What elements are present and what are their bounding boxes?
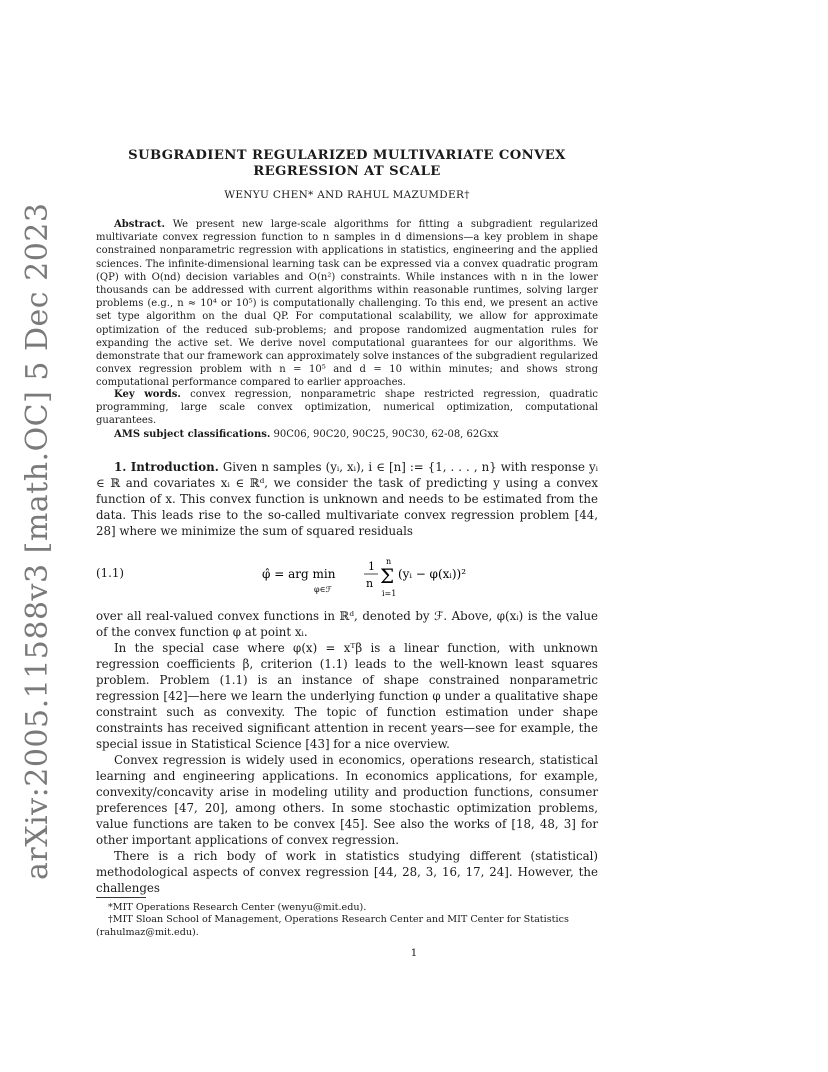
arxiv-stamp: arXiv:2005.11588v3 [math.OC] 5 Dec 2023 [20, 202, 55, 880]
body-paragraph-3: Convex regression is widely used in economics, operations research, statistical learning and engineering applications. In economics applications, for example, convexity/concavity arise in modeling utility and production functions, consumer preferences [47, 20], among others. In some stochastic optimization problems, value functions are taken to be convex [45]. See also the works of [18, 48, 3] for other important applications of convex regression. [96, 753, 598, 847]
body-text [96, 608, 598, 896]
footnote-1: *MIT Operations Research Center (wenyu@mit.edu). [108, 902, 367, 913]
eq-argmin-sub: φ∈ℱ [314, 585, 332, 594]
body-paragraph-1: over all real-valued convex functions in ℝᵈ, denoted by ℱ. Above, φ(xᵢ) is the value of the convex function φ at point xᵢ. [96, 609, 598, 639]
footnote-rule [96, 897, 146, 898]
body-paragraph-4: There is a rich body of work in statistics studying different (statistical) methodological aspects of convex regression [44, 28, 3, 16, 17, 24]. However, the challenges [96, 849, 598, 895]
paper-title [96, 148, 598, 180]
eq-frac-num: 1 [368, 560, 375, 573]
abstract-label: Abstract. [114, 219, 165, 230]
title-line-2: REGRESSION AT SCALE [253, 164, 441, 179]
ams-classifications [96, 428, 598, 441]
keywords-label: Key words. [114, 389, 181, 400]
eq-frac-den: n [366, 577, 374, 590]
eq-sum-top: n [386, 557, 392, 566]
equation-body [262, 556, 562, 600]
ams-text: 90C06, 90C20, 90C25, 90C30, 62-08, 62Gxx [273, 429, 499, 440]
footnote-2-text: †MIT Sloan School of Management, Operations Research Center and MIT Center for Statistics (rahulmaz@mit.edu). [96, 914, 569, 938]
introduction-section [96, 459, 598, 539]
eq-term: (yᵢ − φ(xᵢ))² [398, 567, 466, 581]
equation-number: (1.1) [96, 566, 124, 580]
abstract [96, 218, 598, 390]
ams-label: AMS subject classifications. [114, 429, 271, 440]
eq-sigma: Σ [380, 564, 395, 588]
keywords [96, 388, 598, 428]
eq-sum-bot: i=1 [382, 589, 397, 598]
page-number: 1 [410, 947, 418, 959]
equation-1-1 [96, 556, 598, 600]
footnote-2 [96, 914, 598, 939]
intro-paragraph-1: Given n samples (yᵢ, xᵢ), i ∈ [n] := {1, . . . , n} with response yᵢ ∈ ℝ and covariates xᵢ ∈ ℝᵈ, we consider the task of predicting y using a convex function of x. This convex function is unknown and needs to be estimated from the data. This leads rise to the so-called multivariate convex regression problem [44, 28] where we minimize the sum of squared residuals [96, 460, 598, 538]
abstract-text: We present new large-scale algorithms for fitting a subgradient regularized multivariate convex regression function to n samples in d dimensions—a key problem in shape constrained nonparametric regression with applications in statistics, engineering and the applied sciences. The infinite-dimensional learning task can be expressed via a convex quadratic program (QP) with O(nd) decision variables and O(n²) constraints. While instances with n in the lower thousands can be addressed with current algorithms within reasonable runtimes, solving larger problems (e.g., n ≈ 10⁴ or 10⁵) is computationally challenging. To this end, we present an active set type algorithm on the dual QP. For computational scalability, we allow for approximate optimization of the reduced sub-problems; and propose randomized augmentation rules for expanding the active set. We derive novel computational guarantees for our algorithms. We demonstrate that our framework can approximately solve instances of the subgradient regularized convex regression problem with n = 10⁵ and d = 10 within minutes; and shows strong computational performance compared to earlier approaches. [96, 219, 598, 389]
body-paragraph-2: In the special case where φ(x) = xᵀβ is a linear function, with unknown regression coefficients β, criterion (1.1) leads to the well-known least squares problem. Problem (1.1) is an instance of shape constrained nonparametric regression [42]—here we learn the underlying function φ under a qualitative shape constraint such as convexity. The topic of function estimation under shape constraints has received significant attention in recent years—see for example, the special issue in Statistical Science [43] for a nice overview. [96, 641, 598, 751]
title-line-1: SUBGRADIENT REGULARIZED MULTIVARIATE CONVEX [128, 148, 566, 163]
eq-lhs: φ̂ = arg min [262, 567, 336, 581]
section-heading: 1. Introduction. [114, 460, 219, 474]
authors: WENYU CHEN* AND RAHUL MAZUMDER† [224, 189, 470, 201]
keywords-text: convex regression, nonparametric shape restricted regression, quadratic programming, large scale convex optimization, numerical optimization, computational guarantees. [96, 389, 598, 427]
